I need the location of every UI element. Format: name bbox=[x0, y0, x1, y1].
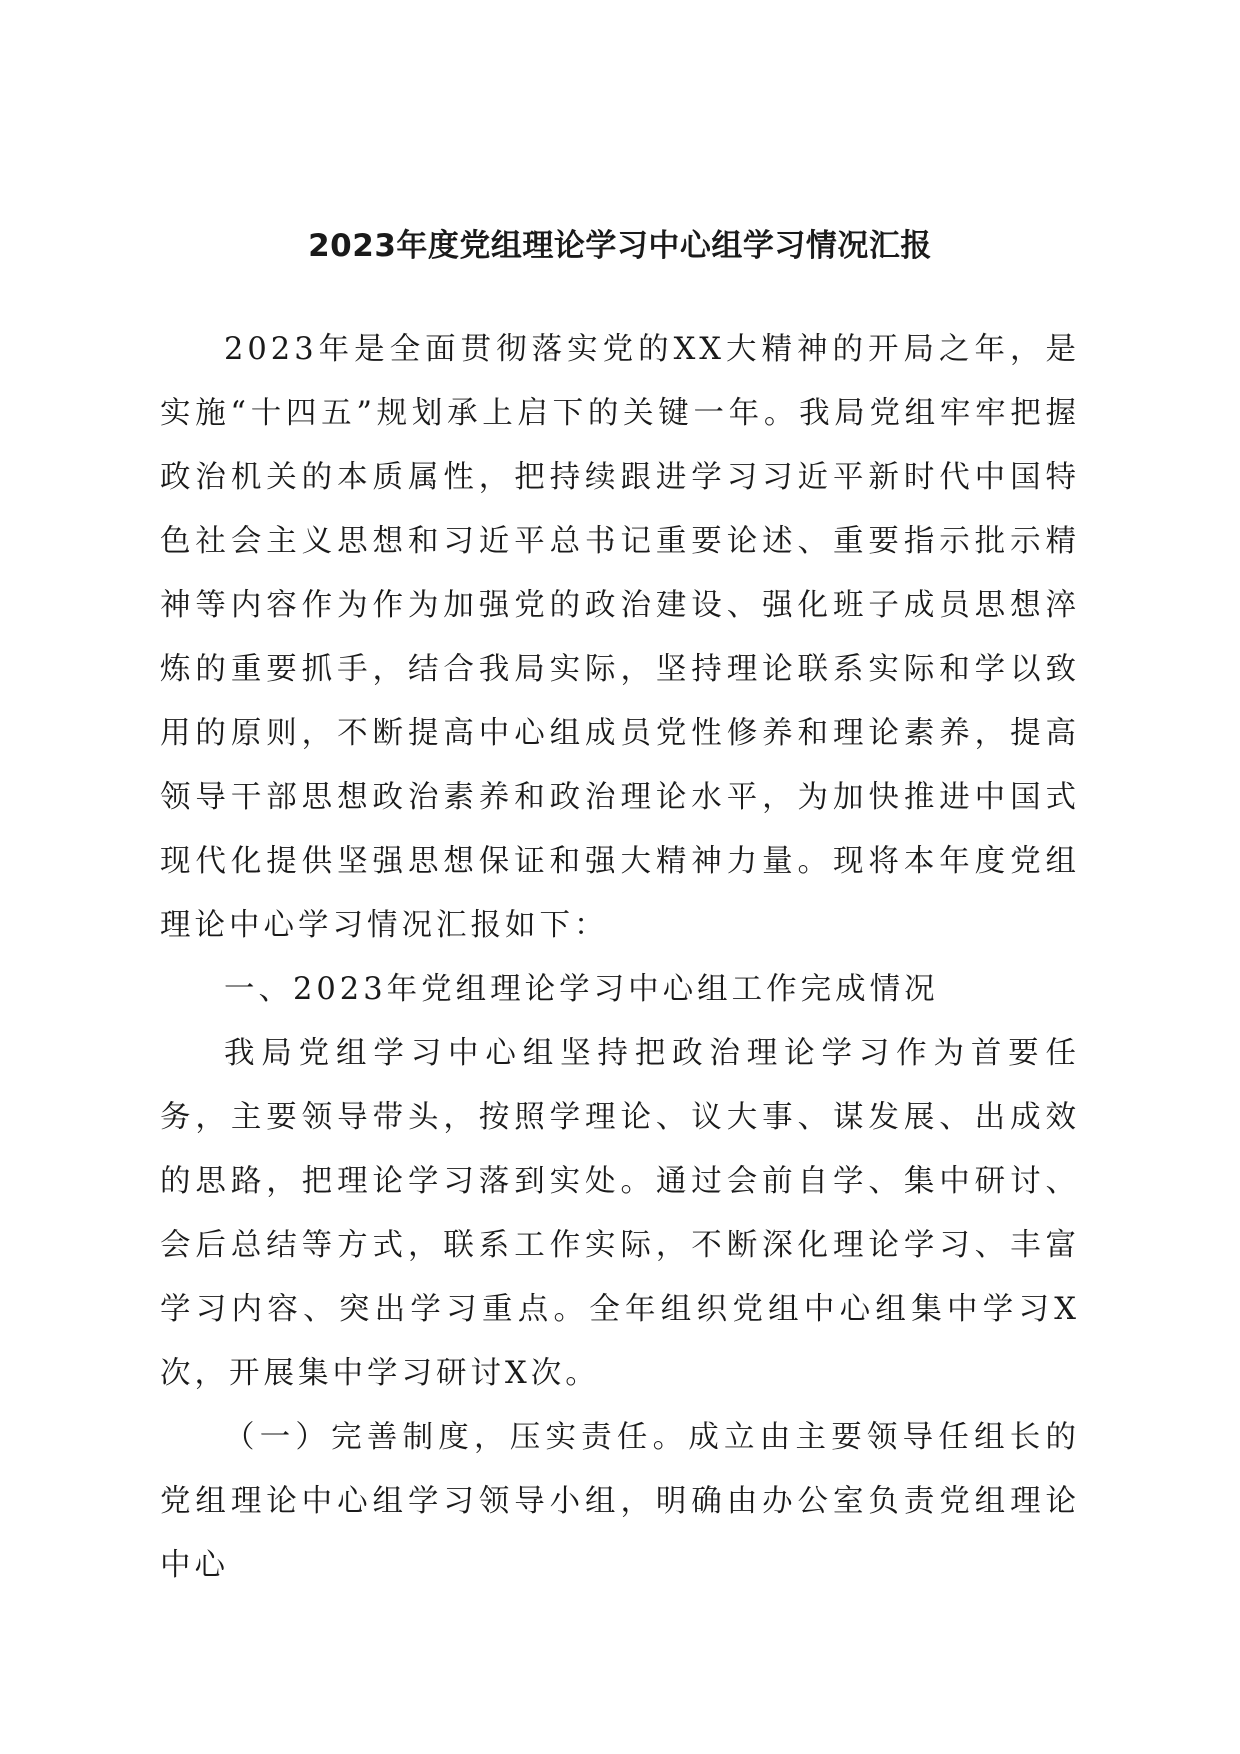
document-body bbox=[160, 318, 1080, 1598]
paragraph-subsection-1: （一）完善制度，压实责任。成立由主要领导任组长的党组理论中心组学习领导小组，明确由办公室负责党组理论中心 bbox=[160, 1420, 1080, 1583]
paragraph-section-1: 我局党组学习中心组坚持把政治理论学习作为首要任务，主要领导带头，按照学理论、议大事、谋发展、出成效的思路，把理论学习落到实处。通过会前自学、集中研讨、会后总结等方式，联系工作实际，不断深化理论学习、丰富学习内容、突出学习重点。全年组织党组中心组集中学习X次，开展集中学习研讨X次。 bbox=[160, 1036, 1080, 1391]
section-heading-1: 一、2023年党组理论学习中心组工作完成情况 bbox=[224, 972, 939, 1007]
document-title: 2023年度党组理论学习中心组学习情况汇报 bbox=[308, 228, 932, 264]
paragraph-intro: 2023年是全面贯彻落实党的XX大精神的开局之年，是实施“十四五”规划承上启下的关键一年。我局党组牢牢把握政治机关的本质属性，把持续跟进学习习近平新时代中国特色社会主义思想和习近平总书记重要论述、重要指示批示精神等内容作为作为加强党的政治建设、强化班子成员思想淬炼的重要抓手，结合我局实际，坚持理论联系实际和学以致用的原则，不断提高中心组成员党性修养和理论素养，提高领导干部思想政治素养和政治理论水平，为加快推进中国式现代化提供坚强思想保证和强大精神力量。现将本年度党组理论中心学习情况汇报如下： bbox=[160, 332, 1080, 943]
